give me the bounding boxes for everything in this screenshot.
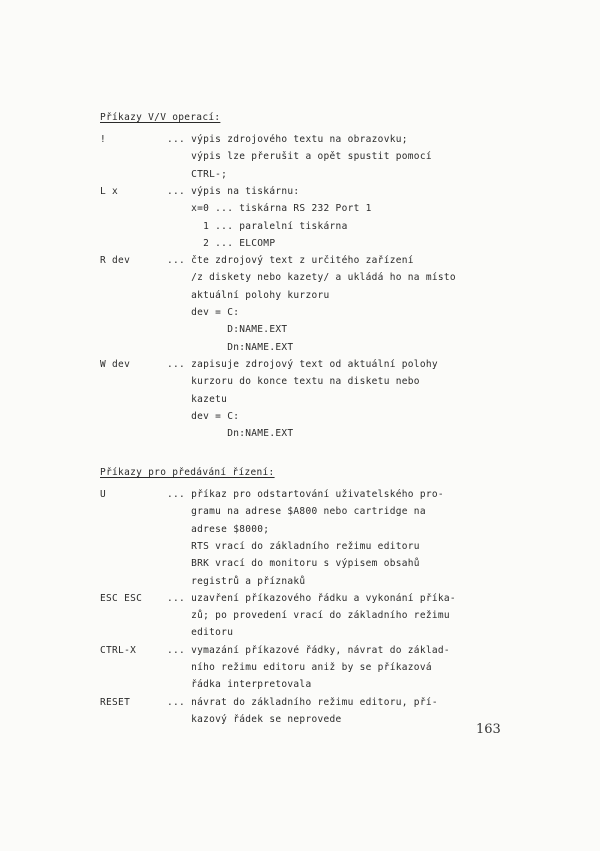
command-description: zů; po provedení vrací do základního režimu <box>167 610 450 622</box>
command-description: ... vymazání příkazové řádky, návrat do základ- <box>167 644 450 656</box>
command-description: dev = C: <box>167 410 240 422</box>
command-description: adrese $8000; <box>167 523 270 535</box>
command-name: ! <box>100 134 107 145</box>
command-name: RESET <box>100 696 131 708</box>
command-description: dev = C: <box>167 307 240 318</box>
command-description: D:NAME.EXT <box>167 324 288 336</box>
command-description: BRK vrací do monitoru s výpisem obsahů <box>167 558 420 570</box>
command-description: /z diskety nebo kazety/ a ukládá ho na místo <box>167 272 456 284</box>
command-name: R dev <box>100 255 131 267</box>
command-description: ... čte zdrojový text z určitého zařízení <box>167 255 414 267</box>
command-description: kazetu <box>167 393 228 405</box>
command-description: řádka interpretovala <box>167 679 312 691</box>
command-description: 2 ... ELCOMP <box>167 237 276 249</box>
command-description: ... příkaz pro odstartování uživatelského pro- <box>167 489 444 500</box>
command-name: CTRL-X <box>100 644 137 656</box>
command-description: x=0 ... tiskárna RS 232 Port 1 <box>167 203 372 215</box>
command-description: ... výpis zdrojového textu na obrazovku; <box>167 134 408 145</box>
command-description: registrů a příznaků <box>167 575 306 587</box>
command-name: ESC ESC <box>100 592 143 604</box>
command-description: 1 ... paralelní tiskárna <box>167 220 348 232</box>
command-description: výpis lze přerušit a opět spustit pomocí <box>167 151 432 163</box>
command-description: ... uzavření příkazového řádku a vykonání příka- <box>167 592 456 604</box>
section-heading-io: Příkazy V/V operací: <box>100 112 221 123</box>
command-description: ... návrat do základního režimu editoru, pří- <box>167 696 438 708</box>
command-description: ... zapisuje zdrojový text od aktuální polohy <box>167 358 438 370</box>
command-name: W dev <box>100 358 131 370</box>
command-name: L x <box>100 185 119 197</box>
command-description: editoru <box>167 627 234 639</box>
command-description: gramu na adrese $A800 nebo cartridge na <box>167 506 426 518</box>
command-description: Dn:NAME.EXT <box>167 341 294 353</box>
command-description: kurzoru do konce textu na disketu nebo <box>167 376 420 388</box>
section-heading-control: Příkazy pro předávání řízení: <box>100 467 275 478</box>
command-description: RTS vrací do základního režimu editoru <box>167 540 420 552</box>
command-description: kazový řádek se neprovede <box>167 713 342 725</box>
command-name: U <box>100 489 107 500</box>
command-description: ního režimu editoru aniž by se příkazová <box>167 662 432 673</box>
command-description: ... výpis na tiskárnu: <box>167 185 300 197</box>
command-description: Dn:NAME.EXT <box>167 428 294 440</box>
command-description: CTRL-; <box>167 168 228 180</box>
command-description: aktuální polohy kurzoru <box>167 289 330 301</box>
page-number: 163 <box>476 722 501 737</box>
